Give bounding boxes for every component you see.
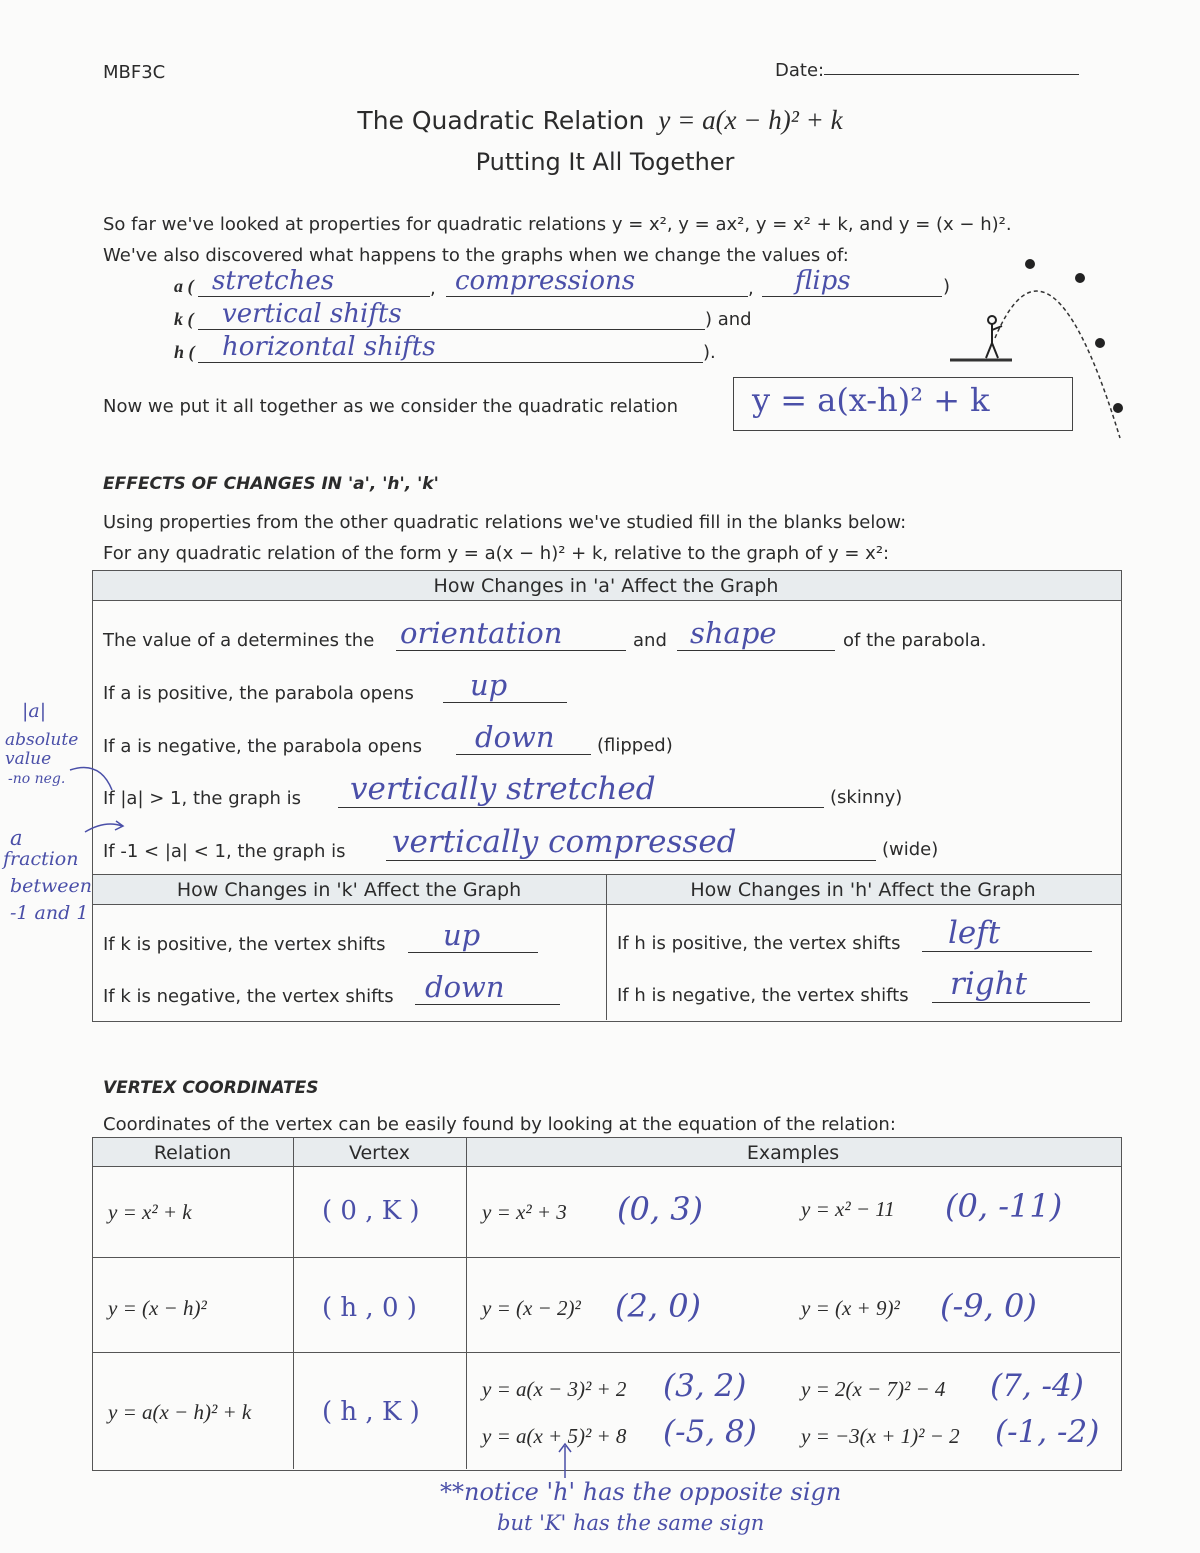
margin-note-4: -no neg.	[8, 771, 66, 787]
bottom-note-2: but 'K' has the same sign	[497, 1511, 765, 1535]
vertex-heading: VERTEX COORDINATES	[103, 1078, 319, 1098]
a-label: a (	[174, 276, 194, 296]
col-examples: Examples	[746, 1142, 840, 1164]
row1-ex1: y = x² + 3	[482, 1200, 567, 1224]
k-header: How Changes in 'k' Affect the Graph	[176, 879, 522, 901]
row3-vertex: ( h , K )	[322, 1397, 420, 1427]
a-row3-text: If a is negative, the parabola opens	[103, 736, 423, 757]
row1-ans2: (0, -11)	[945, 1187, 1063, 1225]
a-gt1-answer: vertically stretched	[350, 771, 656, 807]
h-neg-answer: right	[950, 966, 1028, 1002]
a-pos-answer: up	[470, 668, 508, 702]
row3-ans3: (-5, 8)	[663, 1414, 757, 1450]
effects-heading: EFFECTS OF CHANGES IN 'a', 'h', 'k'	[103, 474, 439, 494]
a-row1-post: of the parabola.	[843, 630, 987, 651]
row2-ans2: (-9, 0)	[940, 1287, 1037, 1325]
boxed-answer: y = a(x-h)² + k	[752, 381, 990, 419]
effects-instr-1: Using properties from the other quadratic relations we've studied fill in the blanks below:	[103, 512, 907, 533]
h-label: h (	[174, 342, 195, 362]
row2-relation: y = (x − h)²	[108, 1296, 207, 1320]
trajectory-path	[995, 291, 1120, 438]
bottom-note-1: **notice 'h' has the opposite sign	[440, 1478, 842, 1506]
a-row4-text: If |a| > 1, the graph is	[103, 788, 301, 809]
row3-ex4: y = −3(x + 1)² − 2	[801, 1424, 960, 1448]
a-close: )	[943, 276, 951, 297]
a-neg-answer: down	[475, 720, 555, 754]
col-vertex: Vertex	[348, 1142, 411, 1164]
h-header: How Changes in 'h' Affect the Graph	[690, 879, 1036, 901]
row1-vertex: ( 0 , K )	[322, 1196, 420, 1226]
k-neg-text: If k is negative, the vertex shifts	[103, 986, 394, 1007]
h-pos-answer: left	[948, 915, 1001, 951]
margin-note-3: value	[5, 749, 52, 769]
k-neg-answer: down	[425, 970, 505, 1004]
a-row3-post: (flipped)	[597, 735, 673, 756]
a-row5-text: If -1 < |a| < 1, the graph is	[103, 841, 346, 862]
up-arrow-icon	[555, 1440, 575, 1480]
k-label: k (	[174, 309, 194, 329]
vertex-instr: Coordinates of the vertex can be easily found by looking at the equation of the relation:	[103, 1114, 896, 1135]
intro-line2: We've also discovered what happens to the graphs when we change the values of:	[103, 245, 849, 266]
a-row1-and: and	[633, 630, 667, 651]
margin-note-2: absolute	[5, 730, 79, 750]
row3-ex3: y = a(x + 5)² + 8	[482, 1424, 627, 1448]
a-row2-text: If a is positive, the parabola opens	[103, 683, 414, 704]
orientation-answer: orientation	[400, 616, 563, 650]
margin-note-8: -1 and 1	[10, 902, 89, 924]
row3-ex1: y = a(x − 3)² + 2	[482, 1377, 627, 1401]
margin-note-6: fraction	[3, 848, 79, 870]
date-line[interactable]	[824, 60, 1079, 75]
a-answer-3: flips	[795, 266, 851, 296]
a-header: How Changes in 'a' Affect the Graph	[433, 575, 779, 597]
row3-ans1: (3, 2)	[663, 1368, 747, 1404]
k-pos-answer: up	[443, 918, 481, 952]
put-together-text: Now we put it all together as we consider the quadratic relation	[103, 396, 679, 417]
a-answer-1: stretches	[212, 266, 335, 296]
margin-note-7: between	[10, 875, 93, 897]
stick-figure-icon	[986, 316, 1002, 358]
effects-instr-2: For any quadratic relation of the form y = a(x − h)² + k, relative to the graph of y = x²:	[103, 543, 890, 564]
k-pos-text: If k is positive, the vertex shifts	[103, 934, 386, 955]
a-blank-3[interactable]	[762, 272, 942, 297]
page-title	[0, 105, 1200, 136]
parabola-sketch	[940, 238, 1140, 458]
row1-relation: y = x² + k	[108, 1200, 192, 1224]
intro-line1: So far we've looked at properties for quadratic relations y = x², y = ax², y = x² + k, and y = (x − h)².	[103, 214, 1012, 235]
flying-figure-icon	[1026, 260, 1122, 412]
h-close: ).	[703, 342, 716, 363]
a-answer-2: compressions	[455, 266, 636, 296]
row2-ans1: (2, 0)	[615, 1287, 702, 1325]
row1-ans1: (0, 3)	[617, 1190, 704, 1228]
row2-ex1: y = (x − 2)²	[482, 1296, 581, 1320]
h-answer: horizontal shifts	[222, 332, 436, 362]
row3-ans2: (7, -4)	[990, 1368, 1084, 1404]
row3-relation: y = a(x − h)² + k	[108, 1400, 252, 1424]
row2-ex2: y = (x + 9)²	[801, 1296, 900, 1320]
h-pos-text: If h is positive, the vertex shifts	[617, 933, 901, 954]
row1-ex2: y = x² − 11	[801, 1197, 895, 1221]
k-answer: vertical shifts	[222, 299, 402, 329]
h-neg-text: If h is negative, the vertex shifts	[617, 985, 909, 1006]
title-formula: y = a(x − h)² + k	[658, 105, 843, 135]
col-relation: Relation	[153, 1142, 232, 1164]
a-row4-post: (skinny)	[830, 787, 903, 808]
row2-vertex: ( h , 0 )	[322, 1293, 417, 1323]
row3-ans4: (-1, -2)	[995, 1414, 1100, 1450]
margin-note-1: |a|	[22, 700, 47, 722]
title-text: The Quadratic Relation	[357, 106, 645, 135]
margin-arrows-icon	[60, 760, 130, 835]
shape-answer: shape	[690, 616, 777, 650]
page-subtitle: Putting It All Together	[475, 148, 735, 176]
margin-note-5: a	[10, 826, 23, 850]
date-label: Date:	[775, 60, 825, 81]
a-row5-post: (wide)	[882, 839, 939, 860]
a-lt1-answer: vertically compressed	[392, 824, 737, 860]
k-close: ) and	[705, 309, 752, 330]
row3-ex2: y = 2(x − 7)² − 4	[801, 1377, 946, 1401]
a-row1-text: The value of a determines the	[103, 630, 375, 651]
course-code: MBF3C	[103, 62, 166, 83]
